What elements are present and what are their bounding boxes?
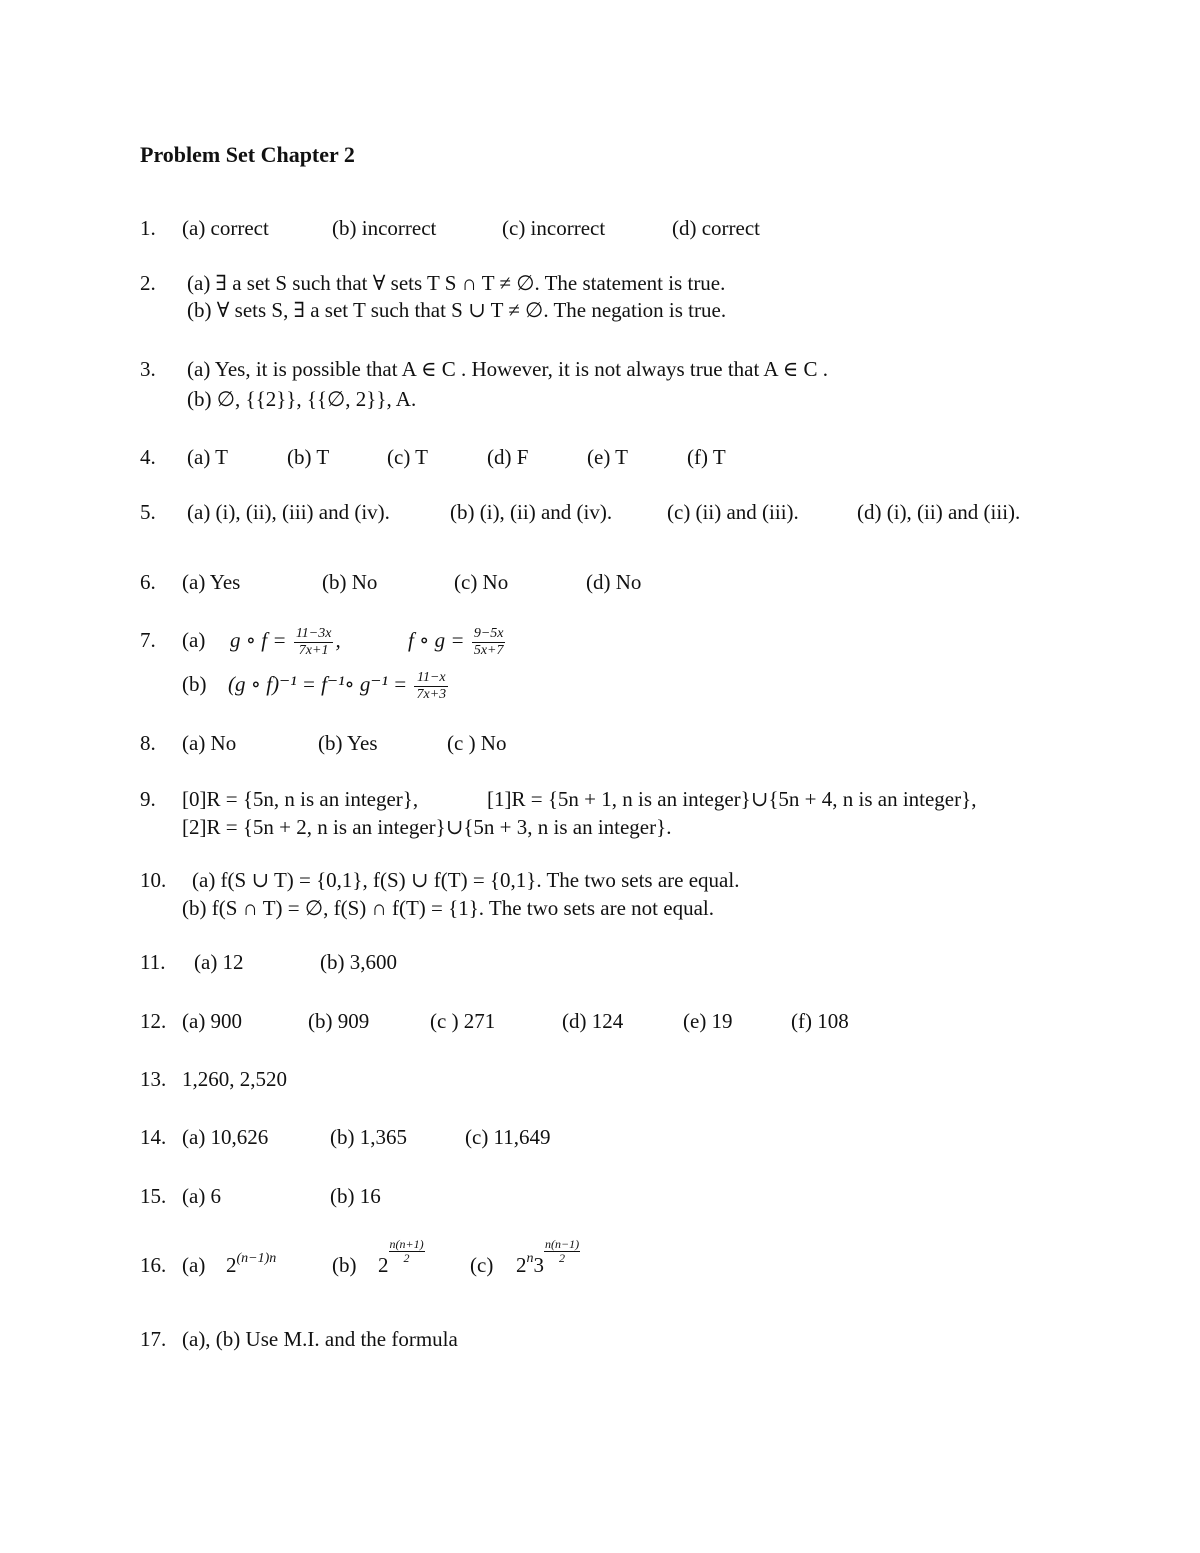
answer-b: (b) Yes xyxy=(318,731,378,755)
inverse-numerator: 11−x xyxy=(414,670,448,687)
answer-b-expr xyxy=(378,1237,425,1279)
answer-a: (a) 6 xyxy=(182,1184,222,1208)
answer-a-label: (a) xyxy=(182,628,206,652)
answer-b: (b) 3,600 xyxy=(320,950,397,974)
class-2: [2]R = {5n + 2, n is an integer}∪{5n + 3, n is an integer}. xyxy=(182,815,672,839)
answer-f: (f) T xyxy=(687,445,726,469)
answer-a-expr xyxy=(226,1252,276,1282)
exponent-denominator: 2 xyxy=(403,1251,410,1265)
page-title: Problem Set Chapter 2 xyxy=(140,142,355,167)
answer-a: (a) No xyxy=(182,731,237,755)
problem-number: 1. xyxy=(140,216,156,240)
problem-number: 7. xyxy=(140,628,156,652)
fg-label: f ∘ g = xyxy=(408,628,465,652)
fg-numerator: 9−5x xyxy=(473,625,504,641)
answer-b-label: (b) xyxy=(332,1253,357,1277)
answer-b: (b) (i), (ii) and (iv). xyxy=(450,500,613,524)
answer-c: (c) No xyxy=(454,570,509,594)
answer-c: (c) incorrect xyxy=(502,216,606,240)
answer-c-label: (c) xyxy=(470,1253,494,1277)
answer-a: (a) 12 xyxy=(194,950,244,974)
answer-a: (a) T xyxy=(187,445,229,469)
answer-c: (c) 11,649 xyxy=(465,1125,551,1149)
inverse-denominator: 7x+3 xyxy=(416,686,447,702)
gf-denominator: 7x+1 xyxy=(298,642,329,658)
problem-number: 11. xyxy=(140,950,166,974)
answer-a: (a) f(S ∪ T) = {0,1}, f(S) ∪ f(T) = {0,1}. The two sets are equal. xyxy=(192,868,740,892)
answer-d: (d) 124 xyxy=(562,1009,624,1033)
inverse-fraction xyxy=(414,670,448,703)
answer-b: (b) 16 xyxy=(330,1184,381,1208)
problem-number: 16. xyxy=(140,1253,167,1277)
answer-a: (a) ∃ a set S such that ∀ sets T S ∩ T ≠ ∅. The statement is true. xyxy=(187,271,726,295)
gf-fraction xyxy=(294,626,334,659)
gf-expression: g ∘ f = $\frac{11-3x}{7x+1}$ , xyxy=(230,625,341,658)
answer: 1,260, 2,520 xyxy=(182,1067,287,1091)
base-2: 3 xyxy=(533,1253,544,1277)
base: 2 xyxy=(226,1253,237,1277)
exponent-numerator: n(n+1) xyxy=(389,1237,424,1251)
answer-b: (b) ∀ sets S, ∃ a set T such that S ∪ T ≠ ∅. The negation is true. xyxy=(187,298,727,322)
answer-a: (a) correct xyxy=(182,216,269,240)
exponent-fraction xyxy=(544,1238,580,1265)
class-1: [1]R = {5n + 1, n is an integer}∪{5n + 4, n is an integer}, xyxy=(487,787,977,811)
answer-b: (b) incorrect xyxy=(332,216,437,240)
inverse-expression xyxy=(228,662,450,706)
problem-number: 15. xyxy=(140,1184,167,1208)
answer: (a), (b) Use M.I. and the formula xyxy=(182,1327,458,1351)
inverse-label: (g ∘ f)⁻¹ = f⁻¹∘ g⁻¹ = xyxy=(228,672,408,696)
problem-number: 3. xyxy=(140,357,156,381)
answer-f: (f) 108 xyxy=(791,1009,849,1033)
answer-a: (a) 10,626 xyxy=(182,1125,269,1149)
answer-a: (a) 900 xyxy=(182,1009,243,1033)
answer-e: (e) T xyxy=(587,445,629,469)
answer-b: (b) 1,365 xyxy=(330,1125,407,1149)
fg-expression xyxy=(408,618,507,662)
problem-number: 8. xyxy=(140,731,156,755)
exponent-denominator: 2 xyxy=(559,1251,566,1265)
answer-a: (a) (i), (ii), (iii) and (iv). xyxy=(187,500,390,524)
answer-c: (c) T xyxy=(387,445,429,469)
answer-b: (b) 909 xyxy=(308,1009,370,1033)
answer-c: (c) (ii) and (iii). xyxy=(667,500,799,524)
exponent: n xyxy=(526,1251,534,1266)
answer-c: (c ) 271 xyxy=(430,1009,496,1033)
problem-number: 14. xyxy=(140,1125,167,1149)
answer-d: (d) No xyxy=(586,570,642,594)
answer-d: (d) F xyxy=(487,445,529,469)
exponent: (n−1)n xyxy=(236,1251,277,1266)
problem-number: 10. xyxy=(140,868,167,892)
exponent-fraction xyxy=(389,1238,425,1265)
class-0: [0]R = {5n, n is an integer}, xyxy=(182,787,419,811)
fg-fraction xyxy=(472,626,506,659)
answer-a: (a) Yes, it is possible that A ∈ C . However, it is not always true that A ∈ C . xyxy=(187,357,828,381)
problem-number: 5. xyxy=(140,500,156,524)
problem-number: 12. xyxy=(140,1009,167,1033)
answer-c-expr xyxy=(516,1237,580,1282)
answer-d: (d) correct xyxy=(672,216,761,240)
problem-number: 17. xyxy=(140,1327,167,1351)
answer-b: (b) f(S ∩ T) = ∅, f(S) ∩ f(T) = {1}. The two sets are not equal. xyxy=(182,896,714,920)
answer-b-label: (b) xyxy=(182,672,207,696)
fg-denominator: 5x+7 xyxy=(473,642,504,658)
answer-a-label: (a) xyxy=(182,1253,206,1277)
base: 2 xyxy=(378,1253,389,1277)
answer-d: (d) (i), (ii) and (iii). xyxy=(857,500,1021,524)
answer-e: (e) 19 xyxy=(683,1009,733,1033)
answer-a: (a) Yes xyxy=(182,570,241,594)
gf-label: g ∘ f = xyxy=(230,628,287,652)
exponent-numerator: n(n−1) xyxy=(545,1237,580,1251)
problem-number: 6. xyxy=(140,570,156,594)
gf-numerator: 11−3x xyxy=(295,625,332,641)
answer-c: (c ) No xyxy=(447,731,507,755)
problem-number: 2. xyxy=(140,271,156,295)
answer-b: (b) T xyxy=(287,445,330,469)
problem-number: 4. xyxy=(140,445,156,469)
problem-number: 9. xyxy=(140,787,156,811)
answer-b: (b) No xyxy=(322,570,378,594)
answer-b: (b) ∅, {{2}}, {{∅, 2}}, A. xyxy=(187,387,417,411)
base: 2 xyxy=(516,1253,527,1277)
problem-number: 13. xyxy=(140,1067,167,1091)
